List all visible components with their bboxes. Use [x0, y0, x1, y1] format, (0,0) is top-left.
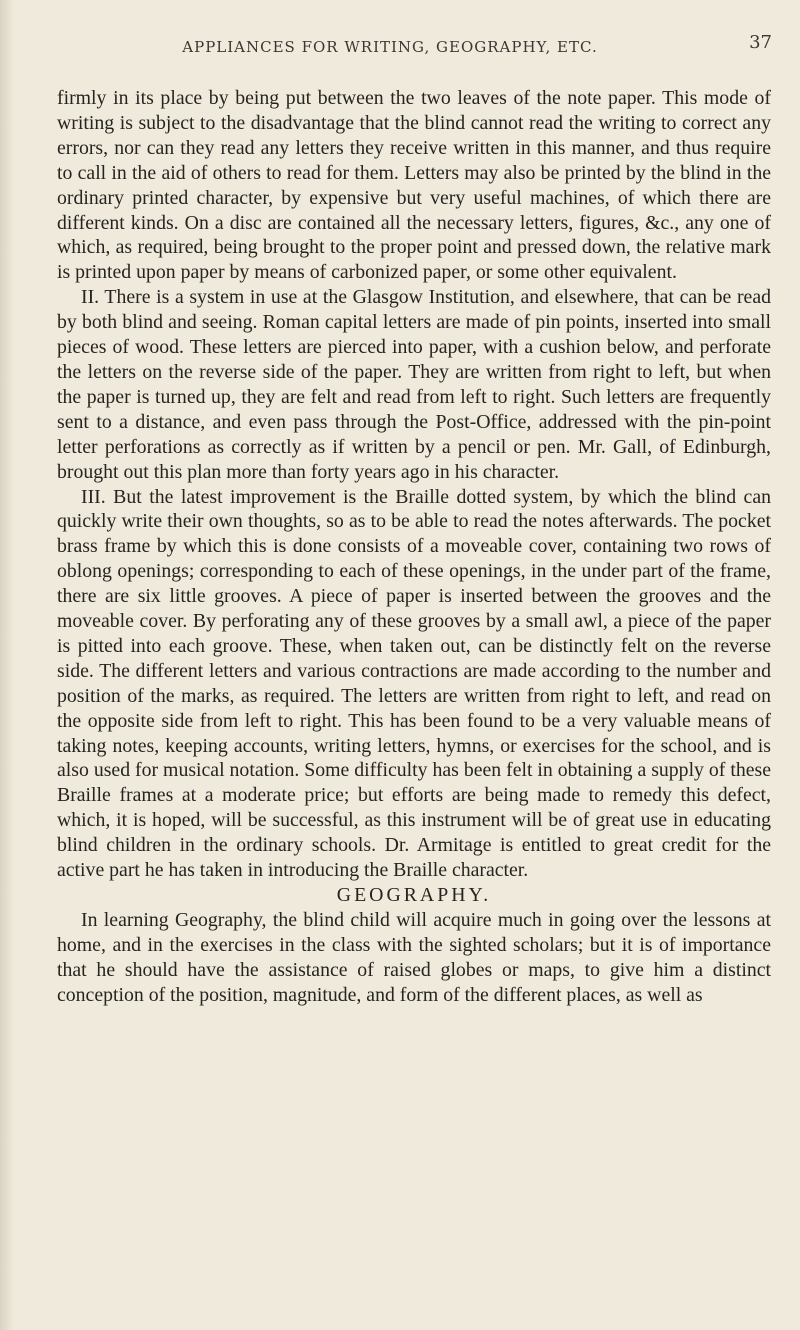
running-head: APPLIANCES FOR WRITING, GEOGRAPHY, ETC. — [182, 38, 598, 56]
paragraph-section-ii: II. There is a system in use at the Glasgow Institution, and elsewhere, that can be read by both blind and seeing. Roman capital letters are made of pin points, inserted into small pieces of wood. These letters are pierced into paper, with a cushion below, and perforate the letters on the reverse side of the paper. They are written from right to left, but when the paper is turned up, they are felt and read from left to right. Such letters are frequently sent to a distance, and even pass through the Post-Office, addressed with the pin-point letter perforations as correctly as if written by a pencil or pen. Mr. Gall, of Edinburgh, brought out this plan more than forty years ago in his character. — [57, 286, 771, 483]
page-edge-shadow — [0, 0, 14, 1330]
paragraph-geography: In learning Geography, the blind child will acquire much in going over the lessons at home, and in the exercises in the class with the sighted scholars; but it is of importance that he should have the assistance of raised globes or maps, to give him a distinct conception of the position, magnitude, and form of the different places, as well as — [57, 908, 771, 1006]
section-heading-geography: GEOGRAPHY. — [336, 884, 492, 906]
body-text — [57, 86, 771, 1008]
page-number: 37 — [749, 32, 772, 53]
paragraph-section-iii: III. But the latest improvement is the Braille dotted system, by which the blind can quickly write their own thoughts, so as to be able to read the notes afterwards. The pocket brass frame by which this is done consists of a moveable cover, containing two rows of oblong openings; corresponding to each of these openings, in the under part of the frame, there are six little grooves. A piece of paper is inserted between the grooves and the moveable cover. By perforating any of these grooves by a small awl, a piece of the paper is pitted into each groove. These, when taken out, can be distinctly felt on the reverse side. The different letters and various contractions are made according to the number and position of the marks, as required. The letters are written from right to left, and read on the opposite side from left to right. This has been found to be a very valuable means of taking notes, keeping accounts, writing letters, hymns, or exercises for the school, and is also used for musical notation. Some difficulty has been felt in obtaining a supply of these Braille frames at a moderate price; but efforts are being made to remedy this defect, which, it is hoped, will be successful, as this instrument will be of great use in educating blind children in the ordinary schools. Dr. Armitage is entitled to great credit for the active part he has taken in introducing the Braille character. — [57, 485, 771, 882]
paragraph-continuation: firmly in its place by being put between the two leaves of the note paper. This mode of writing is subject to the disadvantage that the blind cannot read the writing to correct any errors, nor can they read any letters they receive written in this manner, and thus require to call in the aid of others to read for them. Letters may also be printed by the blind in the ordinary printed character, by expensive but very useful machines, of which there are different kinds. On a disc are contained all the necessary letters, figures, &c., any one of which, as required, being brought to the proper point and pressed down, the relative mark is printed upon paper by means of carbonized paper, or some other equivalent. — [57, 87, 771, 284]
